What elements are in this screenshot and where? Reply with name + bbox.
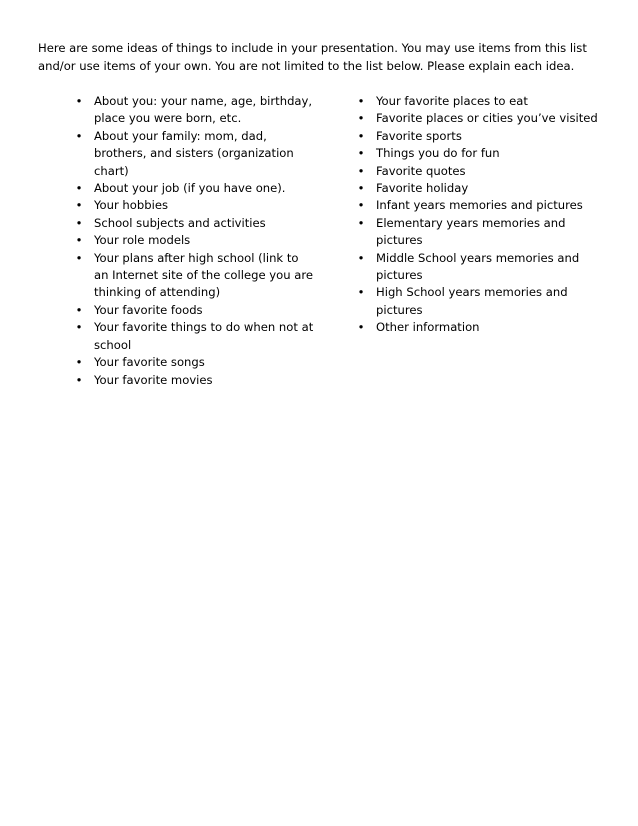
bullet-icon: • <box>75 181 83 196</box>
bullet-icon: • <box>357 128 365 143</box>
list-item-text: Your favorite places to eat <box>376 94 528 108</box>
list-item <box>356 250 606 285</box>
list-item-text: Things you do for fun <box>376 146 500 161</box>
list-item-text: Infant years memories and pictures <box>376 198 583 213</box>
list-item-text: School subjects and activities <box>94 215 266 230</box>
bullet-icon: • <box>357 181 365 196</box>
bullet-icon: • <box>75 94 83 108</box>
list-item <box>356 110 606 127</box>
bullet-icon: • <box>357 163 365 178</box>
list-item-text: Favorite places or cities you’ve visited <box>376 111 598 126</box>
list-item-text: Your role models <box>94 233 191 248</box>
list-item <box>74 319 314 354</box>
list-item <box>356 319 606 336</box>
list-item-text: Elementary years memories and pictures <box>376 215 566 248</box>
bullet-icon: • <box>75 250 83 265</box>
bullet-icon: • <box>357 320 365 335</box>
bullet-icon: • <box>357 250 365 265</box>
list-item-text: High School years memories and pictures <box>376 285 568 317</box>
list-item-text: Your plans after high school (link to an Internet site of the college you are thinking of attending) <box>94 250 314 300</box>
list-item-text: Your hobbies <box>94 198 168 213</box>
list-item <box>356 215 606 250</box>
bullet-icon: • <box>357 215 365 230</box>
bullet-icon: • <box>75 320 83 335</box>
list-item <box>74 215 314 232</box>
list-item <box>74 197 314 214</box>
list-item <box>356 180 606 197</box>
list-item-text: Your favorite things to do when not at school <box>94 320 314 352</box>
bullet-icon: • <box>75 355 83 370</box>
bullet-icon: • <box>75 198 83 213</box>
bullet-icon: • <box>357 285 365 300</box>
list-item-text: Favorite sports <box>376 128 462 143</box>
intro-paragraph: Here are some ideas of things to include in your presentation. You may use items from this list and/or use items of your own. You are not limited to the list below. Please explain each idea. <box>38 41 587 73</box>
list-item <box>74 354 314 371</box>
list-item-text: Favorite holiday <box>376 181 469 196</box>
list-item-text: Favorite quotes <box>376 163 466 178</box>
list-item <box>74 302 314 319</box>
list-item-text: About you: your name, age, birthday, place you were born, etc. <box>94 94 313 126</box>
bullet-icon: • <box>75 233 83 248</box>
bullet-icon: • <box>357 111 365 126</box>
bullet-icon: • <box>75 215 83 230</box>
list-item <box>356 284 606 319</box>
list-item-text: Your favorite movies <box>94 372 213 387</box>
list-item <box>74 232 314 249</box>
list-item <box>74 180 314 197</box>
list-item <box>356 145 606 162</box>
list-item-text: About your job (if you have one). <box>94 181 286 196</box>
list-item-text: Other information <box>376 320 480 335</box>
list-item <box>356 128 606 145</box>
bullet-icon: • <box>75 128 83 143</box>
list-item <box>74 250 314 302</box>
list-item <box>356 93 606 110</box>
bullet-icon: • <box>75 372 83 387</box>
list-item <box>356 163 606 180</box>
list-item <box>74 93 314 128</box>
list-item-text: Your favorite songs <box>94 355 205 370</box>
list-item <box>356 197 606 214</box>
ideas-list-right <box>356 93 606 337</box>
list-item-text: Middle School years memories and pictures <box>376 250 580 283</box>
list-item <box>74 372 314 389</box>
ideas-list-left <box>74 93 314 389</box>
bullet-icon: • <box>357 146 365 161</box>
bullet-icon: • <box>357 94 365 108</box>
list-item <box>74 128 314 180</box>
bullet-icon: • <box>75 302 83 317</box>
list-item-text: Your favorite foods <box>94 302 203 317</box>
bullet-icon: • <box>357 198 365 213</box>
list-item-text: About your family: mom, dad, brothers, and sisters (organization chart) <box>94 128 294 178</box>
